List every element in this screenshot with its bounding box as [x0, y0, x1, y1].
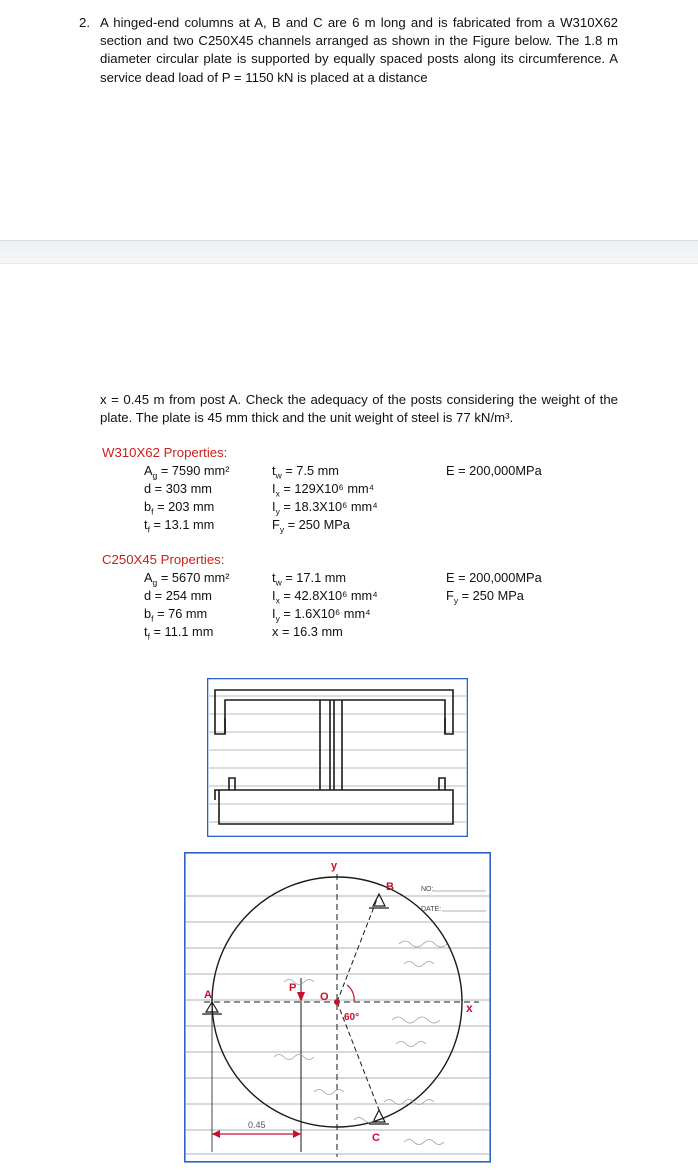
c250-ix: $I_x = 42.8X10^6$ mm⁴ — [272, 588, 378, 606]
post-c-label: C — [372, 1132, 380, 1144]
section-figure — [207, 678, 468, 837]
w310-tw: $t_w = 7.5$ mm — [272, 463, 339, 481]
centre-label: O — [320, 991, 329, 1003]
plate-drawing — [184, 852, 491, 1164]
plate-centre — [334, 999, 340, 1005]
w310-d: d = 303 mm — [144, 481, 212, 496]
x-axis-label: x — [466, 1001, 473, 1015]
w310-heading: W310X62 Properties: — [102, 445, 228, 460]
plate-figure — [184, 852, 491, 1164]
c250-heading: C250X45 Properties: — [102, 552, 225, 567]
y-axis-label: y — [331, 860, 338, 872]
post-a-label: A — [204, 989, 212, 1001]
c250-tw: $t_w = 17.1$ mm — [272, 570, 347, 588]
c250-xbar: x = 16.3 mm — [272, 624, 343, 639]
c250-e: E = 200,000MPa — [446, 570, 542, 585]
w310-fy: $F_y = 250$ MPa — [272, 517, 350, 535]
dimension-label: 0.45 — [248, 1120, 266, 1130]
post-b-label: B — [386, 881, 394, 893]
w310-ix: $I_x = 129X10^6$ mm⁴ — [272, 481, 375, 499]
w310-e: E = 200,000MPa — [446, 463, 542, 478]
page-break — [0, 240, 698, 264]
c250-d: d = 254 mm — [144, 588, 212, 603]
c250-iy: $I_y = 1.6X10^6$ mm⁴ — [272, 606, 371, 624]
problem-continuation: x = 0.45 m from post A. Check the adequacy of the posts considering the weight of the plate. The plate is 45 mm thick and the unit weight of steel is 77 kN/m³. — [100, 392, 618, 426]
w310-ag: $A_g = 7590$ mm² — [144, 463, 230, 481]
load-label: P — [289, 982, 297, 994]
w310-iy: $I_y = 18.3X10^6$ mm⁴ — [272, 499, 378, 517]
notebook-date: DATE: — [421, 906, 442, 913]
c250-bf: $b_f = 76$ mm — [144, 606, 208, 624]
w310-tf: $t_f = 13.1$ mm — [144, 517, 215, 535]
problem-intro: A hinged-end columns at A, B and C are 6 m long and is fabricated from a W310X62 section and two C250X45 channels arranged as shown in the Figure below. The 1.8 m diameter circular plate is supported by equally spaced posts along its circumference. A service dead load of P = 1150 kN is placed at a distance — [100, 15, 618, 85]
problem-number: 2. — [79, 15, 90, 30]
section-drawing — [207, 678, 468, 837]
c250-ag: $A_g = 5670$ mm² — [144, 570, 230, 588]
w310-bf: $b_f = 203$ mm — [144, 499, 215, 517]
angle-label: 60° — [344, 1012, 360, 1023]
c250-fy: $F_y = 250$ MPa — [446, 588, 524, 606]
notebook-no: NO: — [421, 886, 434, 893]
c250-tf: $t_f = 11.1$ mm — [144, 624, 214, 642]
